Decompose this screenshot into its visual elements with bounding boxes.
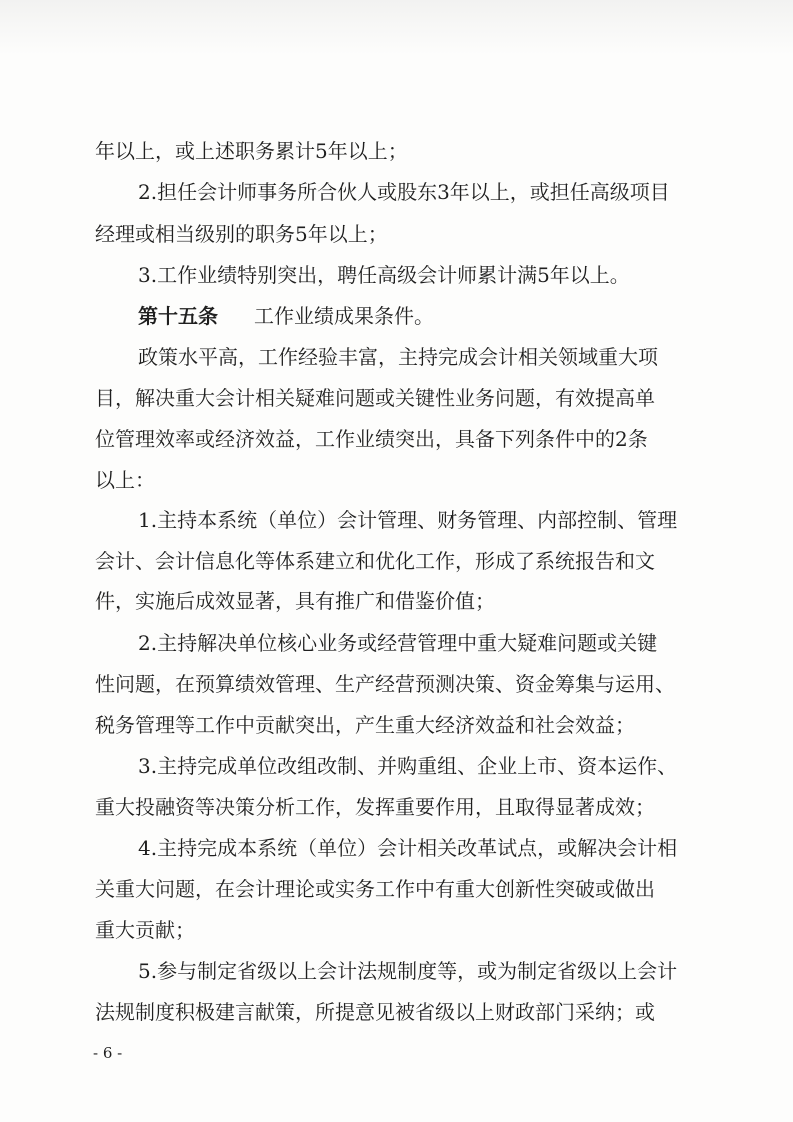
text-line: 3.工作业绩特别突出，聘任高级会计师累计满5年以上。 — [138, 263, 630, 287]
text-line: 5.参与制定省级以上会计法规制度等，或为制定省级以上会计 — [138, 959, 678, 983]
text-line: 年以上，或上述职务累计5年以上； — [95, 139, 408, 163]
text-line: 位管理效率或经济效益，工作业绩突出，具备下列条件中的2条 — [95, 427, 648, 451]
scan-shadow — [0, 0, 793, 55]
article-heading: 第十五条 — [138, 304, 218, 328]
text-line: 2.主持解决单位核心业务或经营管理中重大疑难问题或关键 — [138, 631, 658, 655]
text-line: 法规制度积极建言献策，所提意见被省级以上财政部门采纳；或 — [95, 1000, 655, 1024]
text-line: 4.主持完成本系统（单位）会计相关改革试点，或解决会计相 — [138, 836, 678, 860]
text-line: 件，实施后成效显著，具有推广和借鉴价值； — [95, 589, 495, 613]
text-line: 1.主持本系统（单位）会计管理、财务管理、内部控制、管理 — [138, 508, 678, 532]
text-line: 重大贡献； — [95, 918, 195, 942]
text-line: 政策水平高，工作经验丰富，主持完成会计相关领域重大项 — [138, 345, 658, 369]
text-line: 目，解决重大会计相关疑难问题或关键性业务问题，有效提高单 — [95, 386, 655, 410]
text-line: 以上： — [95, 468, 155, 492]
text-line: 税务管理等工作中贡献突出，产生重大经济效益和社会效益； — [95, 713, 635, 737]
article-title: 工作业绩成果条件。 — [254, 304, 434, 328]
text-line: 2.担任会计师事务所合伙人或股东3年以上，或担任高级项目 — [138, 180, 670, 204]
text-line: 经理或相当级别的职务5年以上； — [95, 222, 388, 246]
text-line: 会计、会计信息化等体系建立和优化工作，形成了系统报告和文 — [95, 549, 655, 573]
text-line: 性问题，在预算绩效管理、生产经营预测决策、资金筹集与运用、 — [95, 672, 675, 696]
text-line: 关重大问题，在会计理论或实务工作中有重大创新性突破或做出 — [95, 877, 655, 901]
page-number: - 6 - — [93, 1044, 123, 1062]
text-line: 3.主持完成单位改组改制、并购重组、企业上市、资本运作、 — [138, 754, 678, 778]
text-line: 重大投融资等决策分析工作，发挥重要作用，且取得显著成效； — [95, 795, 655, 819]
